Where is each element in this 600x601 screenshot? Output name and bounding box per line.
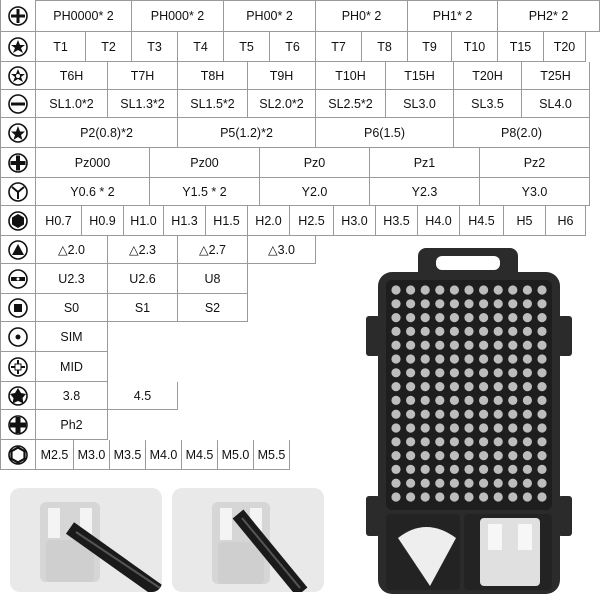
kit-bit [537, 465, 546, 474]
kit-bit [523, 299, 532, 308]
kit-bit [450, 382, 459, 391]
kit-bit [523, 396, 532, 405]
bit-size-cell: Y3.0 [480, 178, 590, 206]
kit-bit [421, 492, 430, 501]
bit-size-cell: Ph2 [36, 410, 108, 440]
bit-size-cell: SL1.0*2 [36, 90, 108, 118]
kit-bit [537, 354, 546, 363]
kit-bit [450, 437, 459, 446]
bit-size-cell: T8 [362, 32, 408, 62]
kit-bit [421, 285, 430, 294]
bit-size-cell: P8(2.0) [454, 118, 590, 148]
kit-bit [421, 479, 430, 488]
kit-bit [450, 327, 459, 336]
kit-bit [406, 410, 415, 419]
kit-bit [391, 396, 400, 405]
bit-size-cell: P6(1.5) [316, 118, 454, 148]
kit-bit [406, 368, 415, 377]
kit-bit [479, 451, 488, 460]
kit-bit [494, 285, 503, 294]
kit-bit [537, 410, 546, 419]
bit-size-cell: T9 [408, 32, 452, 62]
kit-bit [523, 354, 532, 363]
kit-bit [464, 368, 473, 377]
bit-size-cell: S0 [36, 294, 108, 322]
kit-bit [450, 313, 459, 322]
kit-bit [406, 341, 415, 350]
kit-bit [508, 354, 517, 363]
kit-bit [450, 492, 459, 501]
kit-bit [391, 423, 400, 432]
kit-bit [464, 410, 473, 419]
kit-bit [391, 479, 400, 488]
kit-bit [537, 341, 546, 350]
kit-bit [494, 437, 503, 446]
kit-bit [435, 354, 444, 363]
bit-size-cell: SIM [36, 322, 108, 352]
kit-bit [537, 285, 546, 294]
kit-bit [406, 396, 415, 405]
kit-bit [494, 396, 503, 405]
bit-size-cell: T10 [452, 32, 498, 62]
bit-size-cell: T20H [454, 62, 522, 90]
bit-size-cell: T20 [544, 32, 586, 62]
kit-bit [479, 327, 488, 336]
kit-bit [464, 437, 473, 446]
kit-bit [494, 354, 503, 363]
bit-size-cell: SL2.0*2 [248, 90, 316, 118]
kit-bit [494, 423, 503, 432]
bit-size-cell: H5 [504, 206, 546, 236]
bit-size-cell: △2.0 [36, 236, 108, 264]
kit-bit [537, 423, 546, 432]
kit-bit [479, 313, 488, 322]
kit-bit [494, 451, 503, 460]
kit-bit [421, 341, 430, 350]
bit-size-cell: H2.5 [290, 206, 334, 236]
kit-bit [435, 492, 444, 501]
kit-bit [391, 368, 400, 377]
kit-bit [479, 465, 488, 474]
kit-bit [435, 382, 444, 391]
bit-size-cell: PH00* 2 [224, 0, 316, 32]
bit-size-cell: SL4.0 [522, 90, 590, 118]
kit-bit [479, 299, 488, 308]
bit-size-cell: PH1* 2 [408, 0, 498, 32]
bit-size-cell: T10H [316, 62, 386, 90]
kit-bit [421, 437, 430, 446]
sim-icon [0, 322, 36, 352]
kit-bit [450, 410, 459, 419]
kit-bit [508, 313, 517, 322]
kit-bit [479, 423, 488, 432]
kit-bit [508, 285, 517, 294]
kit-bit [508, 382, 517, 391]
kit-bit [391, 492, 400, 501]
kit-bit [494, 479, 503, 488]
kit-bit [537, 382, 546, 391]
bit-size-cell: U8 [178, 264, 248, 294]
kit-bit [435, 285, 444, 294]
kit-bit [450, 354, 459, 363]
bit-size-cell: M4.5 [182, 440, 218, 470]
bit-size-cell: U2.6 [108, 264, 178, 294]
photo-bit-holder-right [172, 488, 324, 592]
kit-bit [464, 285, 473, 294]
kit-bit [494, 368, 503, 377]
kit-bit [494, 465, 503, 474]
kit-bit [537, 368, 546, 377]
kit-bit [523, 423, 532, 432]
kit-bit [435, 313, 444, 322]
kit-bit [508, 465, 517, 474]
bit-size-cell: H6 [546, 206, 586, 236]
bit-size-cell: S1 [108, 294, 178, 322]
kit-bit [479, 492, 488, 501]
kit-bit [435, 368, 444, 377]
kit-bit [435, 327, 444, 336]
kit-bit [435, 341, 444, 350]
bit-size-cell: Y2.0 [260, 178, 370, 206]
kit-bit [464, 451, 473, 460]
bit-size-cell: △2.7 [178, 236, 248, 264]
kit-bit [450, 285, 459, 294]
kit-bit [406, 437, 415, 446]
square-icon [0, 294, 36, 322]
bit-size-cell: M5.5 [254, 440, 290, 470]
kit-bit [508, 492, 517, 501]
kit-bit [421, 451, 430, 460]
bit-size-cell: M2.5 [36, 440, 74, 470]
hex-icon [0, 206, 36, 236]
kit-bit [479, 479, 488, 488]
bit-size-cell: H0.9 [82, 206, 124, 236]
kit-bit [479, 285, 488, 294]
bit-size-cell: PH0* 2 [316, 0, 408, 32]
kit-bit [464, 299, 473, 308]
bit-size-cell: SL1.5*2 [178, 90, 248, 118]
kit-bit [391, 410, 400, 419]
kit-bit [494, 327, 503, 336]
bit-size-cell: Y0.6 * 2 [36, 178, 150, 206]
kit-bit [406, 465, 415, 474]
kit-bit [421, 382, 430, 391]
kit-bit [523, 285, 532, 294]
bit-size-cell: PH2* 2 [498, 0, 600, 32]
kit-bit [406, 354, 415, 363]
bit-size-cell: Y1.5 * 2 [150, 178, 260, 206]
bit-size-cell: T15 [498, 32, 544, 62]
bit-size-cell: Y2.3 [370, 178, 480, 206]
bit-size-cell: T9H [248, 62, 316, 90]
kit-bit [406, 299, 415, 308]
kit-bit [508, 423, 517, 432]
kit-bit [523, 341, 532, 350]
phillips-icon [0, 0, 36, 32]
kit-bit [406, 423, 415, 432]
bit-size-cell: T7H [108, 62, 178, 90]
kit-bit [421, 396, 430, 405]
kit-bit [523, 479, 532, 488]
cross-icon [0, 410, 36, 440]
kit-bit [421, 368, 430, 377]
kit-bit [391, 354, 400, 363]
kit-bit [479, 368, 488, 377]
kit-bit [406, 451, 415, 460]
kit-bit [464, 423, 473, 432]
tri-wing-icon [0, 178, 36, 206]
kit-bit [450, 368, 459, 377]
kit-bit [450, 299, 459, 308]
kit-bit [406, 492, 415, 501]
kit-bit [391, 437, 400, 446]
bit-size-cell: 3.8 [36, 382, 108, 410]
bit-size-cell: M3.0 [74, 440, 110, 470]
bit-size-cell: T15H [386, 62, 454, 90]
photo-bit-holder-left [10, 488, 162, 592]
kit-bit [464, 354, 473, 363]
kit-bit [508, 341, 517, 350]
bit-size-cell: MID [36, 352, 108, 382]
bit-size-cell: T1 [36, 32, 86, 62]
bit-size-cell: T3 [132, 32, 178, 62]
bit-size-cell: T25H [522, 62, 590, 90]
bit-size-cell: T5 [224, 32, 270, 62]
hexagon-nut-icon [0, 440, 36, 470]
kit-bit [435, 423, 444, 432]
kit-bit [508, 479, 517, 488]
kit-bit [523, 492, 532, 501]
kit-bit [523, 437, 532, 446]
kit-bit [421, 327, 430, 336]
kit-bit [435, 299, 444, 308]
bit-size-cell: T7 [316, 32, 362, 62]
kit-bit [523, 410, 532, 419]
bit-size-cell: H4.5 [460, 206, 504, 236]
kit-bit [450, 479, 459, 488]
kit-bit [421, 299, 430, 308]
kit-bit [464, 327, 473, 336]
kit-bit [464, 465, 473, 474]
kit-bit [391, 327, 400, 336]
kit-bit [406, 479, 415, 488]
kit-bit [464, 313, 473, 322]
kit-bit [494, 382, 503, 391]
bit-size-cell: PH0000* 2 [36, 0, 132, 32]
bit-size-cell: SL3.0 [386, 90, 454, 118]
kit-bit [406, 313, 415, 322]
bit-size-cell: Pz000 [36, 148, 150, 178]
bit-size-cell: T4 [178, 32, 224, 62]
bit-size-cell: △2.3 [108, 236, 178, 264]
bit-size-cell: P5(1.2)*2 [178, 118, 316, 148]
bit-size-cell: M4.0 [146, 440, 182, 470]
kit-bit [464, 492, 473, 501]
kit-bit [494, 299, 503, 308]
kit-bit [494, 492, 503, 501]
bit-size-cell: H3.0 [334, 206, 376, 236]
kit-bit [450, 423, 459, 432]
kit-bit [464, 479, 473, 488]
bit-size-cell: T2 [86, 32, 132, 62]
kit-bit [391, 451, 400, 460]
bit-size-cell: SL3.5 [454, 90, 522, 118]
kit-bit [537, 437, 546, 446]
kit-bit [435, 437, 444, 446]
bit-size-cell: H1.3 [164, 206, 206, 236]
screwdriver-kit-case [366, 246, 572, 596]
kit-bit [479, 437, 488, 446]
kit-bit [391, 382, 400, 391]
kit-bit [435, 451, 444, 460]
kit-bit [494, 313, 503, 322]
kit-bit [464, 396, 473, 405]
mid-icon [0, 352, 36, 382]
kit-bit [391, 313, 400, 322]
kit-bit [537, 299, 546, 308]
kit-bit [421, 465, 430, 474]
kit-bit [479, 354, 488, 363]
bit-size-cell: SL1.3*2 [108, 90, 178, 118]
bit-size-cell: H3.5 [376, 206, 418, 236]
bit-size-cell: H2.0 [248, 206, 290, 236]
bit-holder-left-image [10, 488, 162, 592]
kit-bit [523, 451, 532, 460]
kit-bit [421, 423, 430, 432]
kit-bit [450, 465, 459, 474]
kit-bit [479, 410, 488, 419]
kit-bit [435, 465, 444, 474]
kit-bit [523, 313, 532, 322]
kit-bit [421, 313, 430, 322]
kit-bit [523, 368, 532, 377]
torx-hollow-icon [0, 62, 36, 90]
bit-size-cell: SL2.5*2 [316, 90, 386, 118]
bit-size-cell: PH000* 2 [132, 0, 224, 32]
kit-bit [391, 465, 400, 474]
kit-bit [406, 327, 415, 336]
kit-bit [435, 479, 444, 488]
kit-bit [450, 451, 459, 460]
kit-bit [479, 341, 488, 350]
kit-bit [391, 299, 400, 308]
bit-size-cell: T6 [270, 32, 316, 62]
kit-bit [523, 327, 532, 336]
kit-bit [421, 354, 430, 363]
kit-bit [494, 410, 503, 419]
bit-size-cell: M5.0 [218, 440, 254, 470]
triangle-icon [0, 236, 36, 264]
kit-bit [406, 285, 415, 294]
bit-size-cell: P2(0.8)*2 [36, 118, 178, 148]
bit-size-cell: 4.5 [108, 382, 178, 410]
kit-bit [464, 341, 473, 350]
kit-bit [508, 410, 517, 419]
kit-bit [523, 465, 532, 474]
kit-bit [508, 451, 517, 460]
kit-bit [537, 479, 546, 488]
bit-size-cell: M3.5 [110, 440, 146, 470]
kit-bit [537, 451, 546, 460]
kit-bit [537, 327, 546, 336]
bit-size-cell: H1.5 [206, 206, 248, 236]
bit-size-cell: Pz00 [150, 148, 260, 178]
bit-holder-right-image [172, 488, 324, 592]
kit-bit [450, 396, 459, 405]
kit-bit [464, 382, 473, 391]
pentalobe-icon [0, 118, 36, 148]
torx-icon [0, 32, 36, 62]
kit-bit [537, 492, 546, 501]
slotted-icon [0, 90, 36, 118]
kit-case-image [366, 246, 572, 596]
bit-size-cell: T8H [178, 62, 248, 90]
one-way-icon [0, 264, 36, 294]
bit-size-cell: S2 [178, 294, 248, 322]
kit-bit [494, 341, 503, 350]
kit-bit [406, 382, 415, 391]
kit-bit [479, 396, 488, 405]
kit-bit [391, 341, 400, 350]
bit-size-cell: H4.0 [418, 206, 460, 236]
bit-size-cell: Pz2 [480, 148, 590, 178]
pozidriv-icon [0, 148, 36, 178]
kit-bit [508, 299, 517, 308]
kit-bit [508, 327, 517, 336]
kit-bit [435, 396, 444, 405]
bit-size-cell: H0.7 [36, 206, 82, 236]
bit-size-cell: H1.0 [124, 206, 164, 236]
kit-bit [537, 396, 546, 405]
bit-size-cell: Pz0 [260, 148, 370, 178]
kit-bit [508, 396, 517, 405]
bit-size-cell: T6H [36, 62, 108, 90]
kit-bit [450, 341, 459, 350]
kit-bit [523, 382, 532, 391]
kit-bit [421, 410, 430, 419]
bit-size-cell: U2.3 [36, 264, 108, 294]
kit-bit [435, 410, 444, 419]
star-five-icon [0, 382, 36, 410]
kit-bit [508, 368, 517, 377]
bit-size-cell: △3.0 [248, 236, 316, 264]
kit-bit [537, 313, 546, 322]
kit-bit [391, 285, 400, 294]
bit-size-cell: Pz1 [370, 148, 480, 178]
kit-bit [479, 382, 488, 391]
kit-bit [508, 437, 517, 446]
